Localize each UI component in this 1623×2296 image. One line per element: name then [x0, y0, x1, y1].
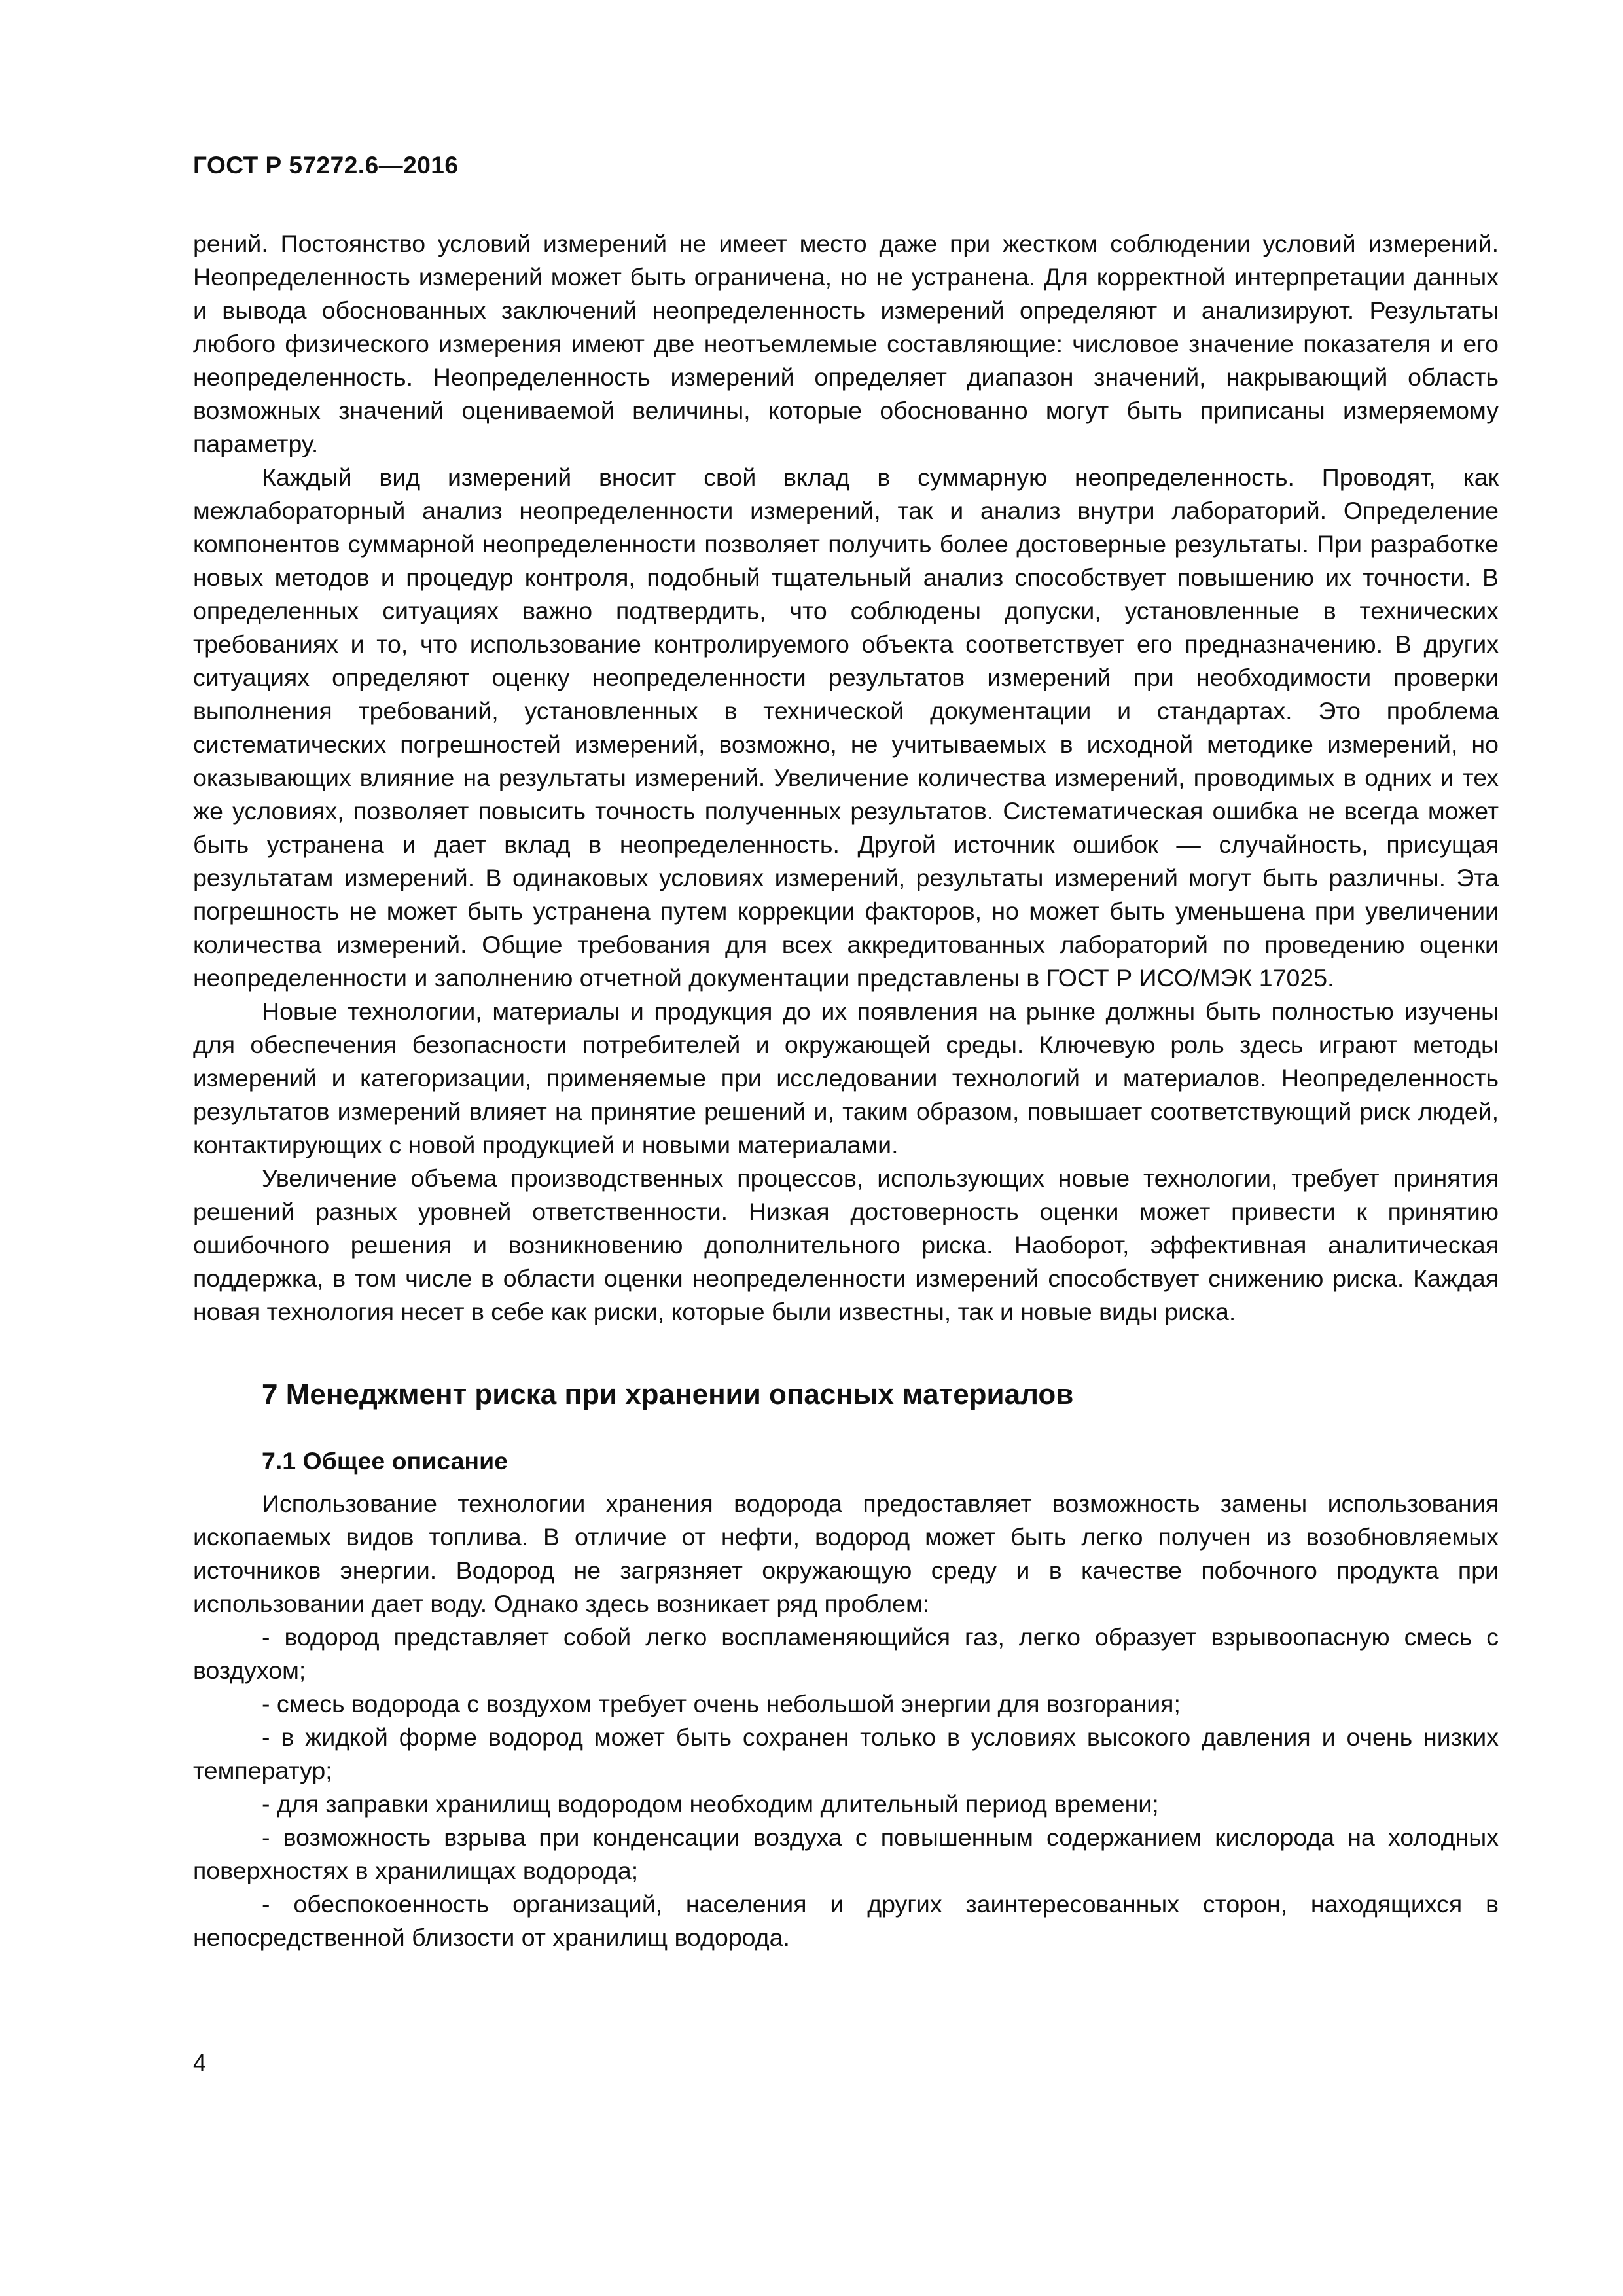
document-body: [193, 227, 1499, 1954]
problem-list-item: - для заправки хранилищ водородом необходим длительный период времени;: [262, 1790, 1159, 1818]
problem-list-item: - водород представляет собой легко воспламеняющийся газ, легко образует взрывоопасную смесь с воздухом;: [193, 1623, 1499, 1684]
paragraph-continuation: рений. Постоянство условий измерений не имеет место даже при жестком соблюдении условий измерений. Неопределенность измерений может быть ограничена, но не устранена. Для корректной интерпретации данных и вывода обоснованных заключений неопределенность измерений определяют и анализируют. Результаты любого физического измерения имеют две неотъемлемые составляющие: числовое значение показателя и его неопределенность. Неопределенность измерений определяет диапазон значений, накрывающий область возможных значений оцениваемой величины, которые обоснованно могут быть приписаны измеряемому параметру.: [193, 230, 1499, 457]
problem-list-item: - в жидкой форме водород может быть сохранен только в условиях высокого давления и очень низких температур;: [193, 1723, 1499, 1784]
paragraph-new-technologies: Новые технологии, материалы и продукция до их появления на рынке должны быть полностью изучены для обеспечения безопасности потребителей и окружающей среды. Ключевую роль здесь играют методы измерений и категоризации, применяемые при исследовании технологий и материалов. Неопределенность результатов измерений влияет на принятие решений и, таким образом, повышает соответствующий риск людей, контактирующих с новой продукцией и новыми материалами.: [193, 997, 1499, 1158]
paragraph-measurement-uncertainty: Каждый вид измерений вносит свой вклад в суммарную неопределенность. Проводят, как межлабораторный анализ неопределенности измерений, так и анализ внутри лабораторий. Определение компонентов суммарной неопределенности позволяет получить более достоверные результаты. При разработке новых методов и процедур контроля, подобный тщательный анализ способствует повышению их точности. В определенных ситуациях важно подтвердить, что соблюдены допуски, установленные в технических требованиях и то, что использование контролируемого объекта соответствует его предназначению. В других ситуациях определяют оценку неопределенности результатов измерений при необходимости проверки выполнения требований, установленных в технической документации и стандартах. Это проблема систематических погрешностей измерений, возможно, не учитываемых в исходной методике измерений, но оказывающих влияние на результаты измерений. Увеличение количества измерений, проводимых в одних и тех же условиях, позволяет повысить точность полученных результатов. Систематическая ошибка не всегда может быть устранена и дает вклад в неопределенность. Другой источник ошибок — случайность, присущая результатам измерений. В одинаковых условиях измерений, результаты измерений могут быть различны. Эта погрешность не может быть устранена путем коррекции факторов, но может быть уменьшена при увеличении количества измерений. Общие требования для всех аккредитованных лабораторий по проведению оценки неопределенности и заполнению отчетной документации представлены в ГОСТ Р ИСО/МЭК 17025.: [193, 463, 1499, 992]
problem-list-item: - обеспокоенность организаций, населения и других заинтересованных сторон, находящихся в непосредственной близости от хранилищ водорода.: [193, 1890, 1499, 1951]
section-title: 7 Менеджмент риска при хранении опасных материалов: [262, 1378, 1074, 1410]
section-intro: Использование технологии хранения водорода предоставляет возможность замены использования ископаемых видов топлива. В отличие от нефти, водород может быть легко получен из возобновляемых источников энергии. Водород не загрязняет окружающую среду и в качестве побочного продукта при использовании дает воду. Однако здесь возникает ряд проблем:: [193, 1490, 1499, 1617]
page-number: 4: [193, 2049, 207, 2076]
subsection-title: 7.1 Общее описание: [262, 1447, 508, 1475]
paragraph-production-risk: Увеличение объема производственных процессов, использующих новые технологии, требует принятия решений разных уровней ответственности. Низкая достоверность оценки может привести к принятию ошибочного решения и возникновению дополнительного риска. Наоборот, эффективная аналитическая поддержка, в том числе в области оценки неопределенности измерений способствует снижению риска. Каждая новая технология несет в себе как риски, которые были известны, так и новые виды риска.: [193, 1164, 1499, 1325]
problem-list-item: - возможность взрыва при конденсации воздуха с повышенным содержанием кислорода на холодных поверхностях в хранилищах водорода;: [193, 1823, 1499, 1884]
problem-list-item: - смесь водорода с воздухом требует очень небольшой энергии для возгорания;: [262, 1690, 1181, 1717]
document-header: ГОСТ Р 57272.6—2016: [193, 152, 459, 179]
